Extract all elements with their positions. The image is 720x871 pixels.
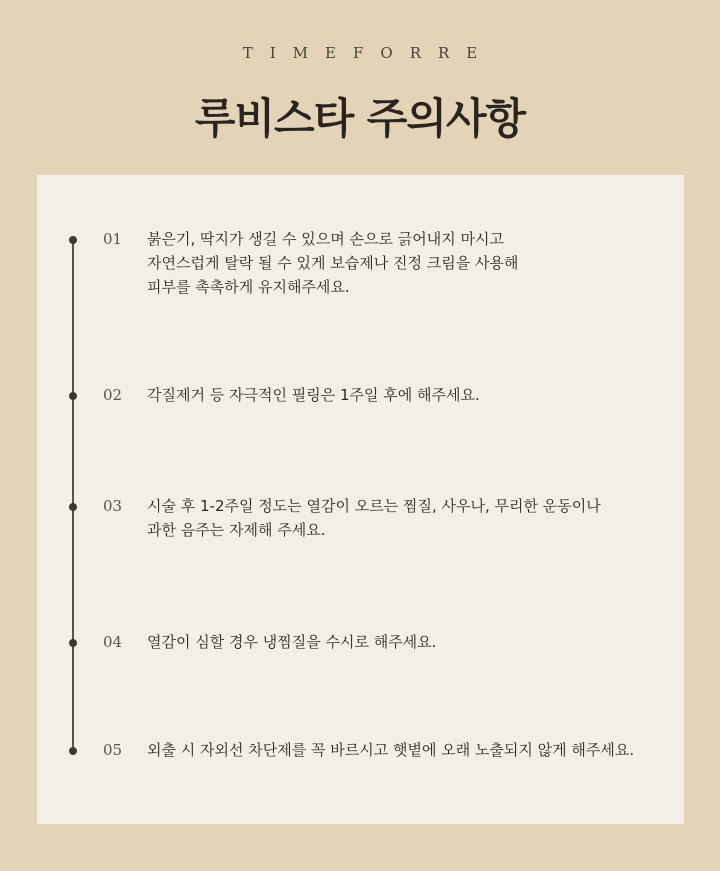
- item-text: [147, 383, 667, 407]
- item-text-line: 시술 후 1-2주일 정도는 열감이 오르는 찜질, 사우나, 무리한 운동이나: [147, 497, 601, 515]
- item-number: 03: [103, 497, 123, 515]
- item-number: 05: [103, 741, 123, 759]
- item-text-line: 붉은기, 딱지가 생길 수 있으며 손으로 긁어내지 마시고: [147, 230, 504, 248]
- item-text-line: 자연스럽게 탈락 될 수 있게 보습제나 진정 크림을 사용해: [147, 254, 519, 272]
- timeline-dot: [69, 503, 77, 511]
- timeline-dot: [69, 392, 77, 400]
- timeline-dot: [69, 639, 77, 647]
- item-text-line: 열감이 심할 경우 냉찜질을 수시로 해주세요.: [147, 633, 437, 651]
- item-text: [147, 227, 667, 299]
- item-text-line: 각질제거 등 자극적인 필링은 1주일 후에 해주세요.: [147, 386, 480, 404]
- page-title: 루비스타 주의사항: [194, 94, 526, 143]
- timeline-dot: [69, 236, 77, 244]
- timeline-dot: [69, 747, 77, 755]
- brand-name: TIMEFORRE: [242, 44, 495, 62]
- item-text: [147, 494, 667, 542]
- item-number: 04: [103, 633, 123, 651]
- item-text-line: 피부를 촉촉하게 유지해주세요.: [147, 278, 350, 296]
- item-text: [147, 738, 667, 762]
- item-number: 01: [103, 230, 123, 248]
- precautions-card: [37, 175, 684, 824]
- item-text-line: 외출 시 자외선 차단제를 꼭 바르시고 햇볕에 오래 노출되지 않게 해주세요.: [147, 741, 635, 759]
- item-text-line: 과한 음주는 자제해 주세요.: [147, 521, 326, 539]
- item-number: 02: [103, 386, 123, 404]
- item-text: [147, 630, 667, 654]
- timeline-line: [72, 240, 74, 750]
